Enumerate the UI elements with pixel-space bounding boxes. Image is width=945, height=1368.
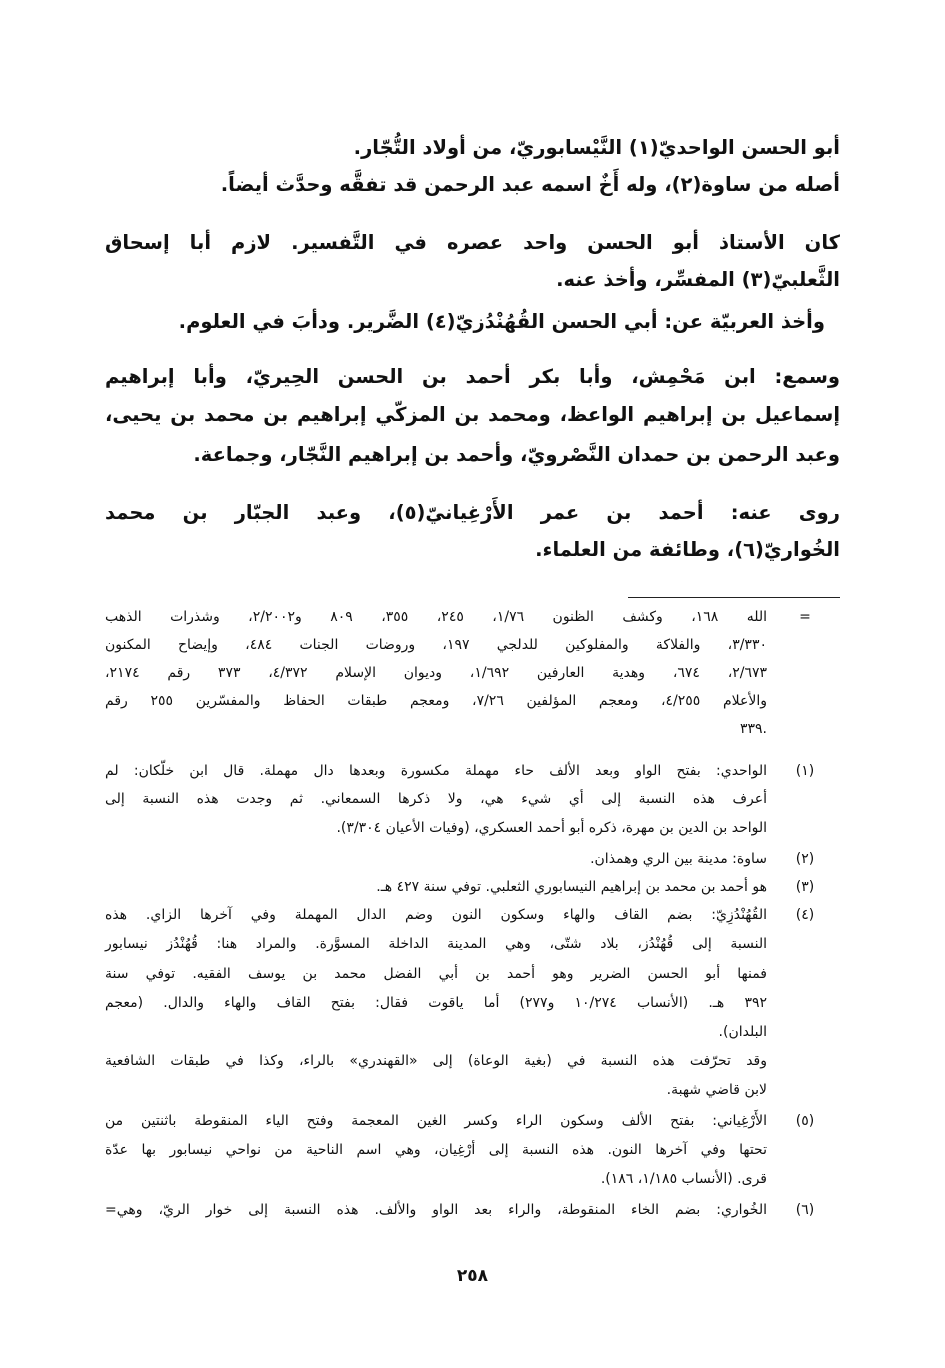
main-line: إسماعيل بن إبراهيم الواعظ، ومحمد بن المزكّي إبراهيم بن محمد بن يحيى، bbox=[105, 403, 840, 426]
main-line: أبو الحسن الواحديّ(١) النَّيْسابوريّ، من أولاد التُّجّار. bbox=[353, 136, 840, 159]
footnote-line: وقد تحرّفت هذه النسبة في (بغية الوعاة) إلى «القهندري» بالراء، وكذا في طبقات الشافعية bbox=[105, 1053, 767, 1069]
footnote-line: القُهُنْدُزِيّ: بضم القاف والهاء وسكون النون وضم الدال المهملة وفي آخرها الزاي. هذه bbox=[105, 907, 767, 923]
main-line: كان الأستاذ أبو الحسن واحد عصره في التَّفسير. لازم أبا إسحاق bbox=[105, 231, 840, 254]
footnote-line: تحتها وفي آخرها النون. هذه النسبة إلى أرْغِيان، وهي اسم الناحية من نواحي نيسابور بها عدّة bbox=[105, 1142, 767, 1158]
main-line: الخُواريّ(٦)، وطائفة من العلماء. bbox=[535, 538, 840, 561]
main-line: وأخذ العربيّة عن: أبي الحسن القُهُنْدُزيّ(٤) الضَّرير. ودأبَ في العلوم. bbox=[178, 310, 825, 333]
footnote-number: (٣) bbox=[795, 879, 815, 895]
footnote-line: البلدان). bbox=[718, 1024, 767, 1040]
main-line: وعبد الرحمن بن حمدان النَّصْرويّ، وأحمد بن إبراهيم النَّجّار، وجماعة. bbox=[193, 443, 840, 466]
footnote-line: ٣/٣٣٠، والفلاكة والمفلوكين للدلجي ١٩٧، وروضات الجنات ٤٨٤، وإيضاح المكنون bbox=[105, 637, 767, 653]
footnote-line: الأَرْغِياني: بفتح الألف وسكون الراء وكسر الغين المعجمة وفتح الياء المنقوطة باثنتين من bbox=[105, 1113, 767, 1129]
footnote-line: الواحد بن الدين بن مهرة، ذكره أبو أحمد العسكري، (وفيات الأعيان ٣/٣٠٤). bbox=[336, 820, 767, 836]
footnote-line: قرى. (الأنساب ١/١٨٥، ١٨٦). bbox=[600, 1171, 767, 1187]
main-line: الثَّعلبيّ(٣) المفسِّر، وأخذ عنه. bbox=[556, 268, 840, 291]
footnote-line: ساوة: مدينة بين الري وهمذان. bbox=[590, 851, 767, 867]
footnote-line: الخُواري: بضم الخاء المنقوطة، والراء بعد الواو والألف. هذه النسبة إلى خوار الريّ، وهي= bbox=[105, 1202, 767, 1218]
footnote-line: لابن قاضي شهبة. bbox=[666, 1082, 767, 1098]
continuation-mark: = bbox=[799, 609, 811, 625]
main-line: روى عنه: أحمد بن عمر الأَرْغِيانيّ(٥)، وعبد الجبّار بن محمد bbox=[105, 501, 840, 524]
footnote-line: .٣٣٩ bbox=[739, 721, 767, 737]
footnote-line: ٣٩٢ هـ. (الأنساب ١٠/٢٧٤ و٢٧٧) أما ياقوت فقال: بفتح القاف والهاء والدال. (معجم bbox=[105, 995, 768, 1011]
footnote-line: النسبة إلى قُهُنْدُز، بلاد شتّى، وهي المدينة الداخلة المسوَّرة. والمراد هنا: قُهُنْدُز نيسابور bbox=[105, 936, 767, 952]
footnote-number: (١) bbox=[795, 763, 815, 779]
footnote-line: والأعلام ٤/٢٥٥، ومعجم المؤلفين ٧/٢٦، ومعجم طبقات الحفاظ والمفسّرين ٢٥٥ رقم bbox=[105, 693, 767, 709]
footnote-number: (٤) bbox=[795, 907, 815, 923]
footnote-line: الله ١٦٨، وكشف الظنون ١/٧٦، ٢٤٥، ٣٥٥، ٨٠٩ و٢/٢٠٠٢، وشذرات الذهب bbox=[105, 609, 768, 625]
main-line: وسمع: ابن مَحْمِش، وأبا بكر أحمد بن الحسن الحِيريّ، وأبا إبراهيم bbox=[105, 365, 840, 388]
footnote-line: ٢/٦٧٣، ٦٧٤، وهدية العارفين ١/٦٩٢، وديوان الإسلام ٤/٣٧٢، ٣٧٣ رقم ٢١٧٤، bbox=[105, 665, 768, 681]
page-number: ٢٥٨ bbox=[456, 1266, 489, 1286]
footnote-line: الواحدي: بفتح الواو وبعد الألف حاء مهملة مكسورة وبعدها دال مهملة. قال ابن خلّكان: لم bbox=[105, 763, 767, 779]
main-line: أصله من ساوة(٢)، وله أَخٌ اسمه عبد الرحمن قد تفقَّه وحدَّث أيضاً. bbox=[220, 173, 840, 196]
footnote-line: هو أحمد بن محمد بن إبراهيم النيسابوري الثعلبي. توفي سنة ٤٢٧ هـ. bbox=[376, 879, 767, 895]
footnote-line: أعرف هذه النسبة إلى أي شيء هي، ولا ذكرها السمعاني. ثم وجدت هذه النسبة إلى bbox=[105, 791, 767, 807]
footnote-number: (٦) bbox=[795, 1202, 815, 1218]
footnote-number: (٥) bbox=[795, 1113, 815, 1129]
footnote-separator bbox=[628, 597, 840, 598]
footnote-line: فمنها أبو الحسن الضرير وهو أحمد بن أبي الفضل محمد بن يوسف الفقيه. توفي سنة bbox=[105, 966, 767, 982]
footnote-number: (٢) bbox=[795, 851, 815, 867]
